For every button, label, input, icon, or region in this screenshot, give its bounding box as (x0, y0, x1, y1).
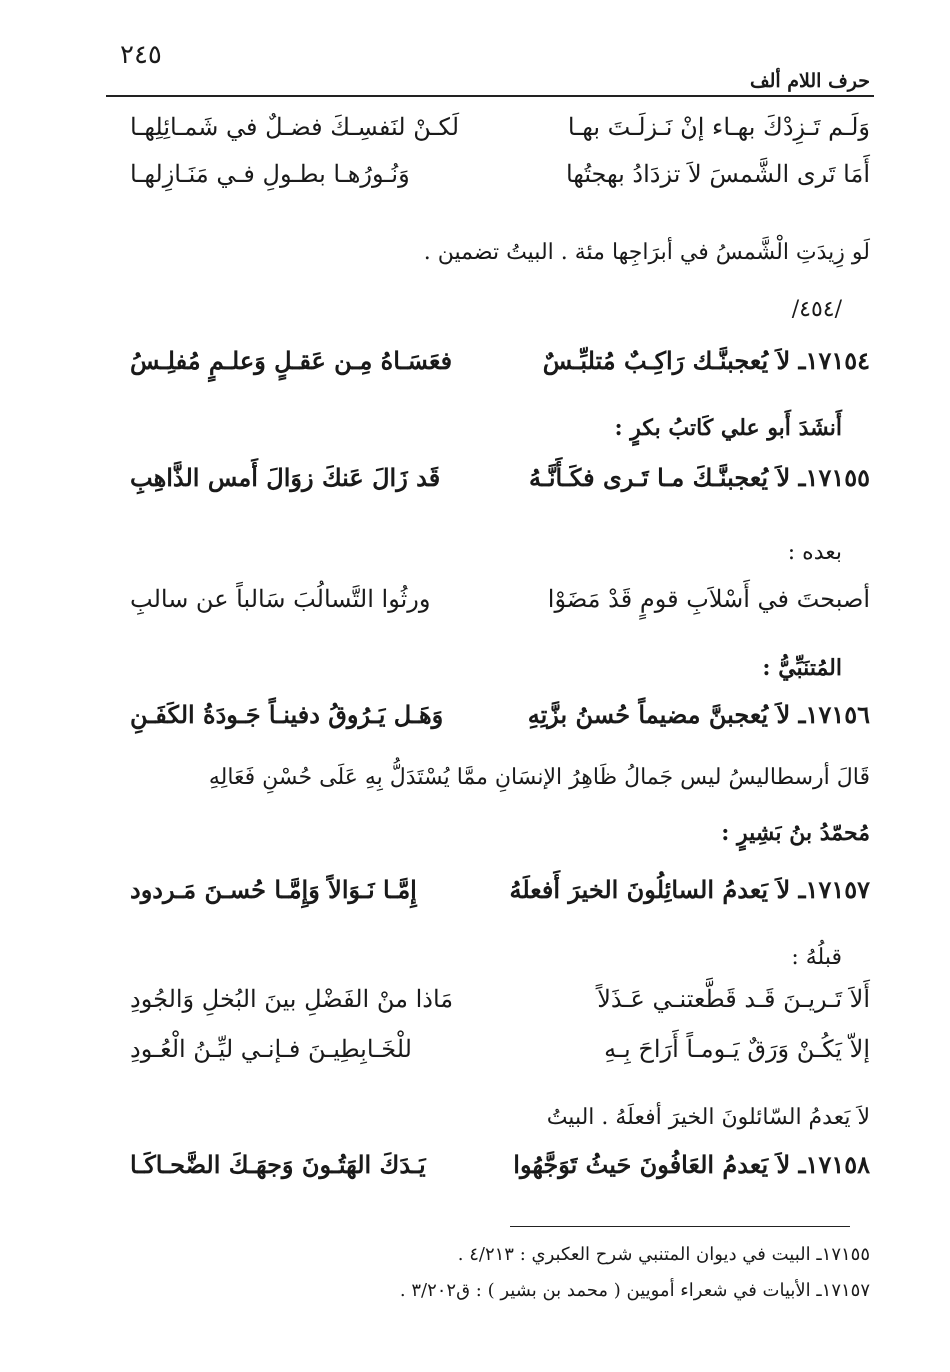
footnote: ١٧١٥٧ـ الأبيات في شعراء أمويين ( محمد بن بشير ) : ق٣/٢٠٢ . (399, 1280, 870, 1301)
verse-first-hemistich: ١٧١٥٨ـ لاَ يَعدمُ العَافُونَ حَيثُ تَوَجَّهُوا (513, 1150, 870, 1179)
verse-first-hemistich: ١٧١٥٧ـ لاَ يَعدمُ السائِلُونَ الخيرَ أَفعلَهُ (509, 875, 870, 904)
verse-second-hemistich: فعَسَـاهُ مِـن عَقـلٍ وَعلـمٍ مُفلِـسُ (130, 346, 453, 375)
verse-first-hemistich: وَلَـم تَـزِدْكَ بهـاء إنْ نَـزلَـتَ بهـا (567, 113, 870, 141)
prose-line: لَو زِيدَتِ الْشَّمسُ في أبرَاجِها مئة . البيتُ تضمين . (423, 240, 870, 265)
verse-second-hemistich: قَد زَالَ عَنكَ زوَالَ أَمس الذَّاهِبِ (130, 463, 441, 492)
verse-line (110, 463, 870, 507)
prose-line: قبلُهُ : (791, 945, 842, 970)
verse-first-hemistich: ١٧١٥٦ـ لاَ يُعجبنَّ مضيماً حُسنُ بزَّتِهِ (527, 700, 870, 729)
verse-line (110, 585, 870, 629)
verse-line (110, 160, 870, 204)
verse-second-hemistich: لَكـنْ لنَفسِـكَ فضـلٌ في شَمـائِلِهـا (130, 113, 460, 141)
verse-first-hemistich: ١٧١٥٤ـ لاَ يُعجبنَّـك رَاكِـبٌ مُتلبِّـسٌ (542, 346, 870, 375)
verse-second-hemistich: مَاذا منْ الفَضْلِ بينَ البُخلِ وَالجُودِ (130, 985, 454, 1013)
verse-line (110, 1035, 870, 1079)
footnote-rule (510, 1226, 850, 1227)
prose-line: قَالَ أرسطاليسُ ليس جَمالُ ظَاهِرُ الإنسَانِ ممَّا يُسْتَدَلُّ بِهِ عَلَى حُسْنِ فَعَالِهِ (208, 765, 870, 790)
header-rule (106, 95, 874, 97)
verse-second-hemistich: يَـدَكَ الهَتُـونَ وَجهَـكَ الضَّحـاكَـا (130, 1150, 426, 1179)
verse-line (110, 875, 870, 919)
prose-line: أَنشَدَ أَبو علي كَاتبُ بكرٍ : (614, 415, 842, 441)
verse-first-hemistich: إلاّ يَكُـنْ وَرَقٌ يَـومـاً أَرَاحَ بِـهِ (604, 1035, 870, 1063)
verse-line (110, 346, 870, 390)
verse-second-hemistich: وَهَـل يَـرُوقُ دفينـاً جَـودَةُ الكَفَـنِ (130, 700, 444, 729)
verse-first-hemistich: أَلاَ تَـريـنَ قَـد قَطَّعتنـي عَـذَلاً (597, 985, 870, 1013)
verse-second-hemistich: وَنُـورُهـا بطـولِ فـي مَنَـازِلهـا (130, 160, 410, 188)
verse-first-hemistich: أصبحتَ في أَسْلاَبِ قومٍ قَدْ مَضَوْا (547, 585, 870, 613)
verse-line (110, 113, 870, 157)
verse-line (110, 700, 870, 744)
verse-line (110, 985, 870, 1029)
verse-second-hemistich: للْخَـابِطِيـنَ فـإنـي ليِّـنُ الْعُـودِ (130, 1035, 412, 1063)
prose-line: مُحمّدُ بنُ بَشِيرٍ : (721, 820, 870, 846)
chapter-title: حرف اللام ألف (749, 70, 870, 92)
prose-line: المُتنَبِّيُّ : (762, 655, 842, 681)
prose-line: بعده : (787, 540, 842, 565)
verse-second-hemistich: إِمَّـا نَـوَالاً وَإِمَّـا حُسـنَ مَـردود (130, 875, 417, 904)
verse-second-hemistich: ورثُوا التَّسالُبَ سَالباً عن سالبِ (130, 585, 431, 613)
prose-line: /٤٥٤/ (791, 297, 842, 322)
verse-line (110, 1150, 870, 1194)
footnote: ١٧١٥٥ـ البيت في ديوان المتنبي شرح العكبري : ٤/٢١٣ . (457, 1244, 870, 1265)
prose-line: لاَ يَعدمُ السّائلونَ الخيرَ أفعلَهُ . البيتُ (546, 1105, 870, 1130)
verse-first-hemistich: ١٧١٥٥ـ لاَ يُعجبنَّـكَ مـا تَـرى فكَـأَنَّـهُ (528, 463, 870, 492)
verse-first-hemistich: أَمَا تَرى الشَّمسَ لاَ تزدَادُ بهجتُها (565, 160, 870, 188)
page-number: ٢٤٥ (120, 40, 162, 70)
